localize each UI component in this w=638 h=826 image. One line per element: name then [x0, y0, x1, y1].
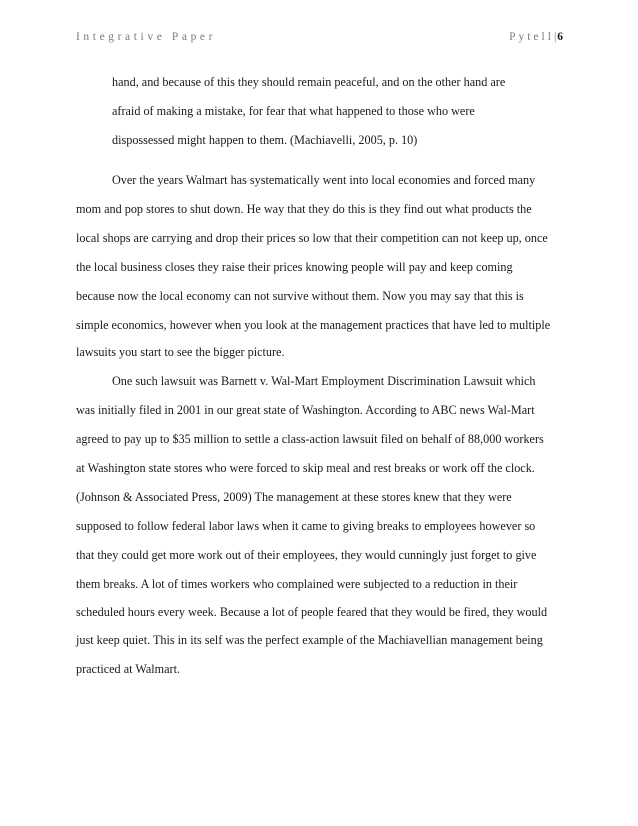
- quote-line: dispossessed might happen to them. (Machiavelli, 2005, p. 10): [112, 133, 418, 147]
- text-line: practiced at Walmart.: [76, 662, 181, 676]
- text-line: was initially filed in 2001 in our great state of Washington. According to ABC news Wal-Mart: [76, 403, 535, 417]
- quote-line: hand, and because of this they should remain peaceful, and on the other hand are: [112, 75, 506, 89]
- text-line: the local business closes they raise their prices knowing people will pay and keep coming: [76, 260, 513, 274]
- text-line: One such lawsuit was Barnett v. Wal-Mart Employment Discrimination Lawsuit which: [112, 374, 536, 388]
- text-line: because now the local economy can not survive without them. Now you may say that this is: [76, 289, 524, 303]
- text-line: (Johnson & Associated Press, 2009) The management at these stores knew that they were: [76, 490, 512, 504]
- header-separator: |: [553, 31, 557, 43]
- running-header: [76, 31, 563, 51]
- text-line: agreed to pay up to $35 million to settle a class-action lawsuit filed on behalf of 88,000 workers: [76, 432, 544, 446]
- header-page-info: [509, 31, 563, 43]
- text-line: local shops are carrying and drop their prices so low that their competition can not keep up, once: [76, 231, 548, 245]
- text-line: mom and pop stores to shut down. He way that they do this is they find out what products the: [76, 202, 532, 216]
- text-line: scheduled hours every week. Because a lot of people feared that they would be fired, they would: [76, 605, 548, 619]
- text-line: at Washington state stores who were forced to skip meal and rest breaks or work off the clock.: [76, 461, 535, 475]
- page-number: 6: [557, 31, 563, 43]
- quote-line: afraid of making a mistake, for fear that what happened to those who were: [112, 104, 475, 118]
- text-line: just keep quiet. This in its self was the perfect example of the Machiavellian management being: [76, 633, 543, 647]
- text-line: that they could get more work out of their employees, they would cunningly just forget to give: [76, 548, 537, 562]
- text-line: simple economics, however when you look at the management practices that have led to multiple: [76, 318, 551, 332]
- header-title: Integrative Paper: [76, 31, 217, 43]
- header-author: Pytell: [509, 31, 554, 43]
- text-line: lawsuits you start to see the bigger picture.: [76, 345, 285, 359]
- text-line: supposed to follow federal labor laws when it came to giving breaks to employees however so: [76, 519, 536, 533]
- text-line: Over the years Walmart has systematically went into local economies and forced many: [112, 173, 536, 187]
- text-line: them breaks. A lot of times workers who complained were subjected to a reduction in their: [76, 577, 518, 591]
